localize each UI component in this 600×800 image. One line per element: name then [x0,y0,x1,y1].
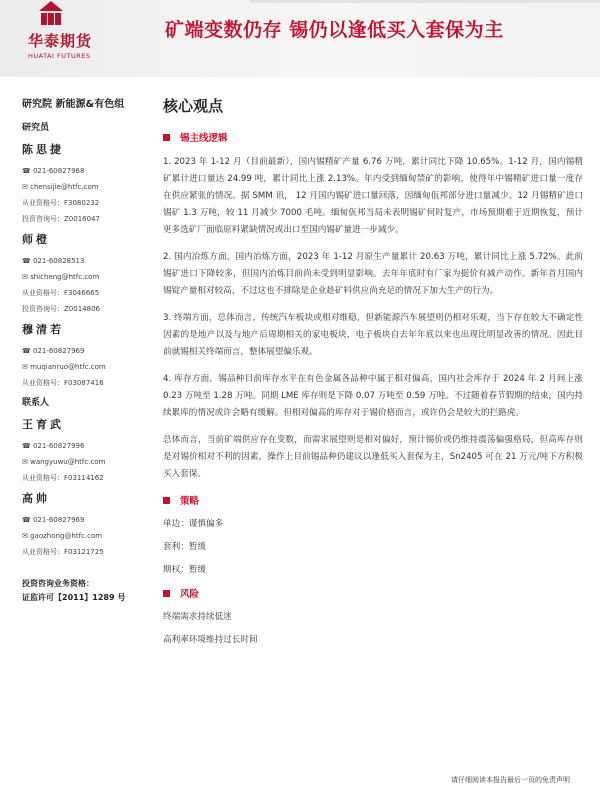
section-heading-risk [163,586,583,600]
phone-icon: ☎ [22,442,33,450]
bullet-square-icon [163,590,170,597]
paragraph-inventory: 4. 库存方面，锡品种目前库存水平在有色金属各品种中属于相对偏高，国内社会库存于 2024 年 2 月间上涨 0.23 万吨至 1.28 万吨。同期 LME 库存则是下降 0.07 万吨至 0.59 万吨。不过随着春节假期的结束，国内持续累库的情况或许会略有缓解。但相对偏高的库存对于锡价格而言，或许仍会是较大的拦路虎。 [163,374,583,418]
contact-label: 联系人 [22,398,50,408]
core-views-title: 核心观点 [163,97,224,115]
contact-cert: 从业资格号：F03114162 [22,474,104,482]
phone-icon: ☎ [22,257,33,265]
report-header [0,0,600,77]
phone-icon: ☎ [22,516,33,524]
contact-name: 高帅 [22,492,50,505]
analyst-name: 陈思捷 [22,143,64,156]
analyst-cert: 从业资格号：F3080232 [22,199,100,207]
email-icon: ✉ [22,183,31,191]
sidebar [22,95,152,605]
email-icon: ✉ [22,363,31,371]
strategy-item: 单边：谨慎偏多 [163,519,224,529]
section-heading-strategy [163,493,583,507]
contact-email[interactable]: ✉ gaozhong@htfc.com [22,532,103,540]
analyst-invest: 投资咨询号：Z0016047 [22,215,100,223]
risk-item: 终端需求持续低迷 [163,612,232,622]
contact-phone: ☎ 021-60827996 [22,442,85,450]
phone-icon: ☎ [22,167,33,175]
report-title: 矿端变数仍存 锡仍以逢低买入套保为主 [165,19,504,41]
paragraph-terminal: 3. 终端方面，总体而言，传统汽车板块或相对维稳，但新能源汽车展望则仍相对乐观，当下存在较大不确定性因素的是地产以及与地产后周期相关的家电板块，电子板块自去年年底以来也出现比明显改善的情况。因此目前就锡相关终端而言，整体展望偏乐观。 [163,313,583,357]
contact-card [22,416,152,483]
license-number: 证监许可【2011】1289 号 [22,593,126,602]
contact-phone: ☎ 021-60827969 [22,516,85,524]
logo-text-en: HUATAI FUTURES [28,52,91,60]
bullet-square-icon [163,497,170,504]
paragraph-summary: 总体而言，当前矿端供应存在变数，而需求展望则是相对偏好，预计锡价或仍维持震荡偏强格局，但高库存则是对锡价相对不利的因素，操作上目前锡品种仍建议以逢低买入套保为主，Sn2405 可在 21 万元/吨下方积极买入套保。 [163,435,583,479]
email-icon: ✉ [22,273,31,281]
header-divider [250,0,600,3]
analyst-phone: ☎ 021-60827968 [22,167,85,175]
contact-card [22,490,152,557]
analyst-invest: 投资咨询号：Z0014806 [22,305,100,313]
department-header: 研究院 新能源&有色组 [22,99,125,110]
analyst-phone: ☎ 021-60828513 [22,257,85,265]
analyst-email[interactable]: ✉ muqianruo@htfc.com [22,363,106,371]
risk-item: 高利率环境维持过长时间 [163,635,258,645]
contact-email[interactable]: ✉ wangyuwu@htfc.com [22,458,106,466]
analyst-name: 师橙 [22,233,50,246]
contact-cert: 从业资格号：F03121725 [22,548,104,556]
analyst-phone: ☎ 021-60827969 [22,347,85,355]
analyst-cert: 从业资格号：F3046665 [22,289,100,297]
strategy-item: 套利：暂缓 [163,542,206,552]
analyst-email[interactable]: ✉ chensijie@htfc.com [22,183,99,191]
analyst-email[interactable]: ✉ shicheng@htfc.com [22,273,100,281]
section-title: 策略 [180,496,200,507]
company-logo [18,0,128,72]
section-heading-logic [163,130,583,144]
section-title: 锡主线逻辑 [180,133,228,144]
main-content [163,95,583,656]
analyst-cert: 从业资格号：F03087416 [22,379,104,387]
analyst-card [22,231,152,314]
license-info [22,577,152,605]
email-icon: ✉ [22,532,31,540]
researcher-label: 研究员 [22,123,50,133]
section-title: 风险 [180,589,200,600]
email-icon: ✉ [22,458,31,466]
phone-icon: ☎ [22,347,33,355]
analyst-card [22,141,152,224]
bullet-square-icon [163,134,170,141]
logo-mark-icon [38,0,64,26]
analyst-name: 穆清若 [22,323,64,336]
paragraph-smelting: 2. 国内冶炼方面，国内冶炼方面，2023 年 1-12 月原生产量累计 20.63 万吨，累计同比上涨 5.72%。此前锡矿进口下降较多，但国内冶炼目前尚未受到明显影响。去年年底时有厂家为挺价有减产动作。新年首月国内锡锭产量相对较高，不过这也不排除是企业趁矿料供应尚充足的情况下加大生产的行为。 [163,252,583,296]
contact-name: 王育武 [22,418,64,431]
footer-disclaimer: 请仔细阅读本报告最后一页的免责声明 [451,776,570,784]
logo-text-cn: 华泰期货 [28,32,93,50]
analyst-card [22,321,152,388]
license-label: 投资咨询业务资格： [22,579,94,588]
paragraph-mine: 1. 2023 年 1-12 月（目前最新），国内锡精矿产量 6.76 万吨，累计同比下降 10.65%。1-12 月，国内锡精矿累计进口量达 24.99 吨，累计同比上涨 2.13%。年内受到缅甸禁矿的影响，使得年中锡精矿进口量一度存在供应紧张的情况。据 SMM 讯， 12 月国内锡矿进口量回落，因缅甸佤邦部分进口量减少。12 月锡精矿进口锡矿 1.3 万吨，较 11 月减少 7000 毛吨。缅甸佤邦当局未表明锡矿何时复产，市场预期难于近期恢复，预计更多选矿厂面临原料紧缺情况或出口至国内锡矿量进一步减少。 [163,157,583,235]
strategy-item: 期权：暂缓 [163,565,206,575]
